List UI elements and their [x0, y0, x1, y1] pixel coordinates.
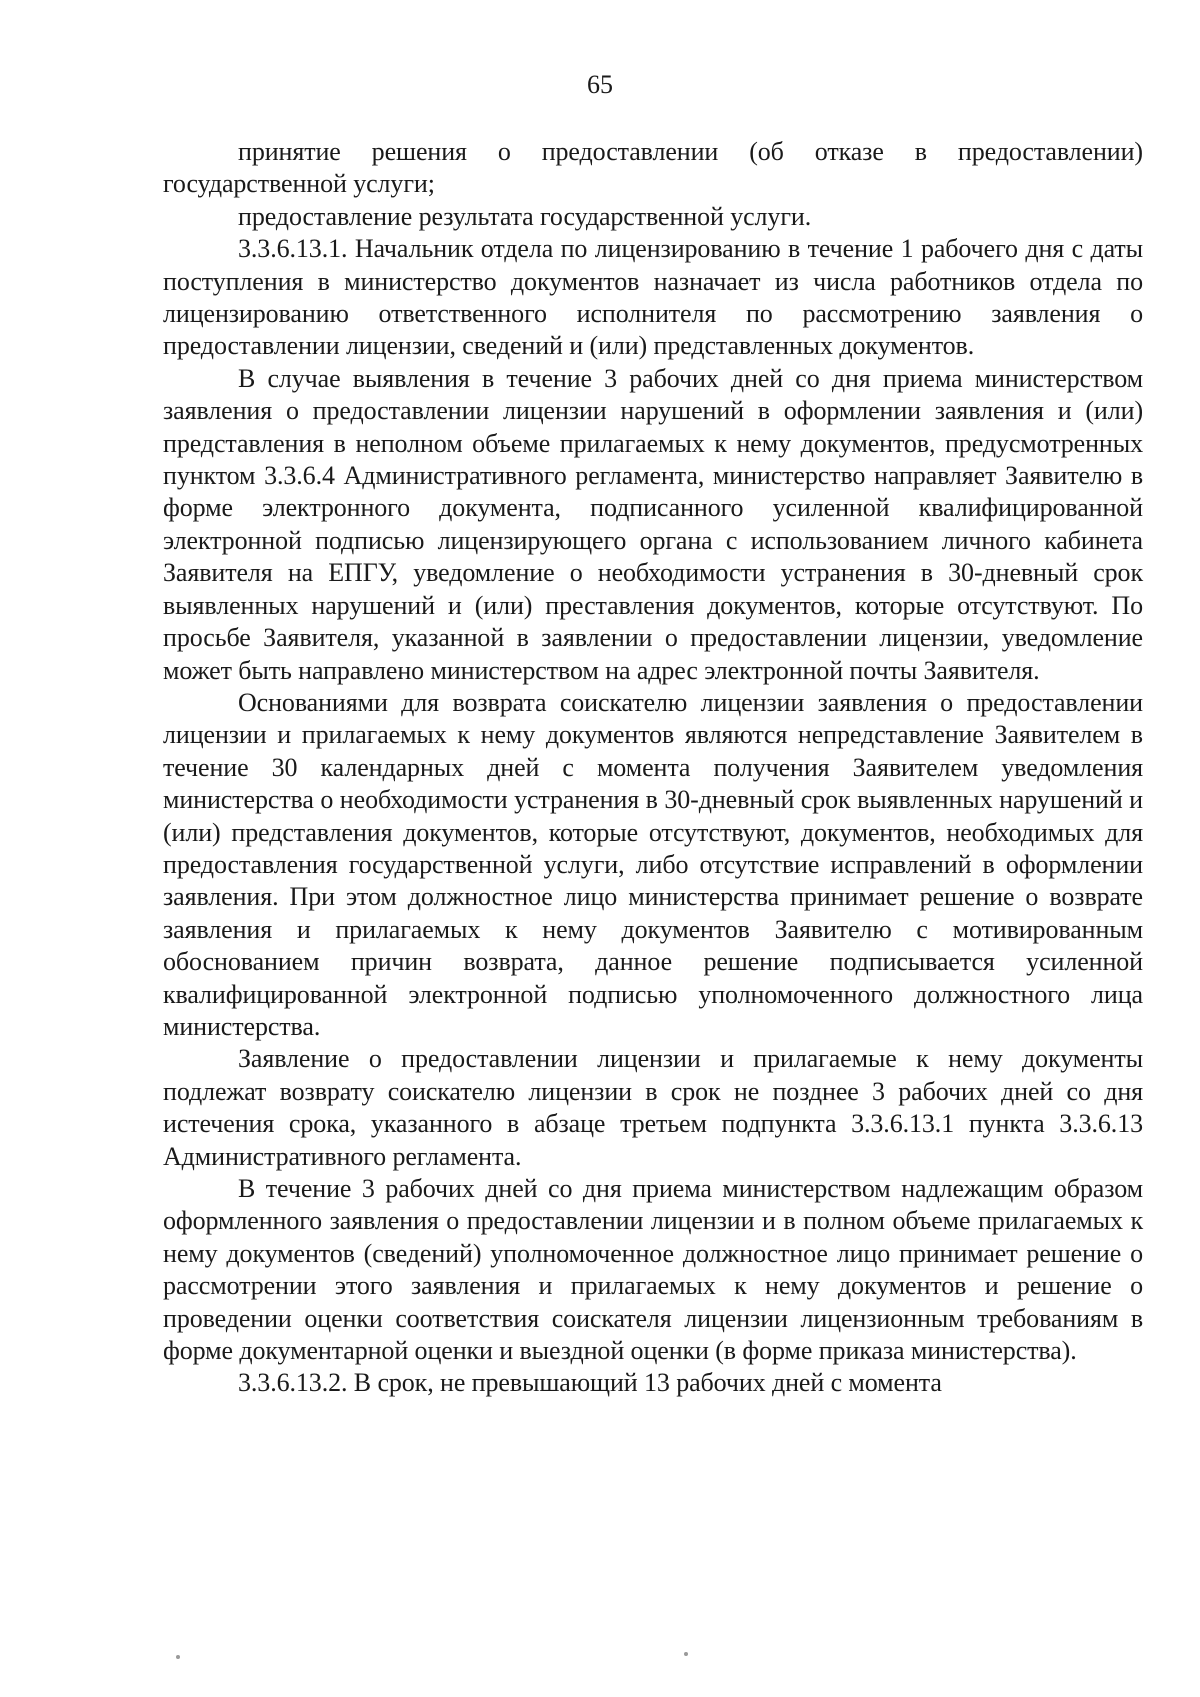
paragraph-3-3-6-13-2: 3.3.6.13.2. В срок, не превышающий 13 рабочих дней с момента	[238, 1368, 942, 1398]
paragraph-result-item: предоставление результата государственной услуги.	[238, 201, 812, 231]
paragraph-return-grounds: Основаниями для возврата соискателю лицензии заявления о предоставлении лицензии и прилагаемых к нему документов являются непредставление Заявителем в течение 30 календарных дней с момента получения Заявителем уведомления министерства о необходимости устранения в 30-дневный срок выявленных нарушений и (или) представления документов, которые отсутствуют, документов, необходимых для предоставления государственной услуги, либо отсутствие исправлений в оформлении заявления. При этом должностное лицо министерства принимает решение о возврате заявления и прилагаемых к нему документов Заявителю с мотивированным обоснованием причин возврата, данное решение подписывается усиленной квалифицированной электронной подписью уполномоченного должностного лица министерства.	[163, 687, 1143, 1041]
page-number: 65	[587, 70, 613, 99]
paragraph-3-3-6-13-1: 3.3.6.13.1. Начальник отдела по лицензированию в течение 1 рабочего дня с даты поступления в министерство документов назначает из числа работников отдела по лицензированию ответственного исполнителя по рассмотрению заявления о предоставлении лицензии, сведений и (или) представленных документов.	[163, 234, 1143, 361]
document-body	[163, 136, 1143, 1400]
paragraph-review-decision: В течение 3 рабочих дней со дня приема министерством надлежащим образом оформленного заявления о предоставлении лицензии и в полном объеме прилагаемых к нему документов (сведений) уполномоченное должностное лицо принимает решение о рассмотрении этого заявления и прилагаемых к нему документов и решение о проведении оценки соответствия соискателя лицензии лицензионным требованиям в форме документарной оценки и выездной оценки (в форме приказа министерства).	[163, 1174, 1143, 1366]
paragraph-violations-notice: В случае выявления в течение 3 рабочих дней со дня приема министерством заявления о предоставлении лицензии нарушений в оформлении заявления и (или) представления в неполном объеме прилагаемых к нему документов, предусмотренных пунктом 3.3.6.4 Административного регламента, министерство направляет Заявителю в форме электронного документа, подписанного усиленной квалифицированной электронной подписью лицензирующего органа с использованием личного кабинета Заявителя на ЕПГУ, уведомление о необходимости устранения в 30-дневный срок выявленных нарушений и (или) преставления документов, которые отсутствуют. По просьбе Заявителя, указанной в заявлении о предоставлении лицензии, уведомление может быть направлено министерством на адрес электронной почты Заявителя.	[163, 363, 1143, 685]
paragraph-return-deadline: Заявление о предоставлении лицензии и прилагаемые к нему документы подлежат возврату соискателю лицензии в срок не позднее 3 рабочих дней со дня истечения срока, указанного в абзаце третьем подпункта 3.3.6.13.1 пункта 3.3.6.13 Административного регламента.	[163, 1044, 1143, 1171]
scan-speck	[684, 1652, 688, 1656]
scan-speck	[176, 1655, 180, 1659]
paragraph-decision-item: принятие решения о предоставлении (об отказе в предоставлении) государственной услуги;	[163, 137, 1143, 199]
